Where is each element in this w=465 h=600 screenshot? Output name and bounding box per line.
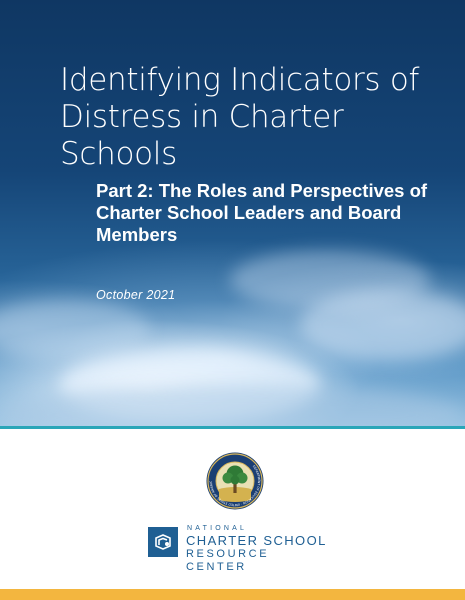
- brand-resource-center: RESOURCE CENTER: [186, 548, 270, 573]
- brand-charter-school: CHARTER SCHOOL: [186, 533, 327, 548]
- document-subtitle: Part 2: The Roles and Perspectives of Charter School Leaders and Board Members: [96, 180, 428, 245]
- brand-national: NATIONAL: [187, 525, 248, 532]
- organization-logo: [148, 524, 328, 573]
- divider-line: [0, 426, 465, 429]
- footer-bar: [0, 589, 465, 600]
- department-of-education-seal-icon: [206, 452, 264, 510]
- document-title: Identifying Indicators of Distress in Charter Schools: [60, 62, 420, 172]
- charter-school-logo-icon: [148, 527, 178, 557]
- cloud: [0, 300, 150, 360]
- seal-ring-text: DEPARTMENT OF EDUCATION · UNITED STATES OF AMERIC: [208, 464, 262, 508]
- publication-date: October 2021: [96, 288, 176, 302]
- cloud: [300, 290, 465, 360]
